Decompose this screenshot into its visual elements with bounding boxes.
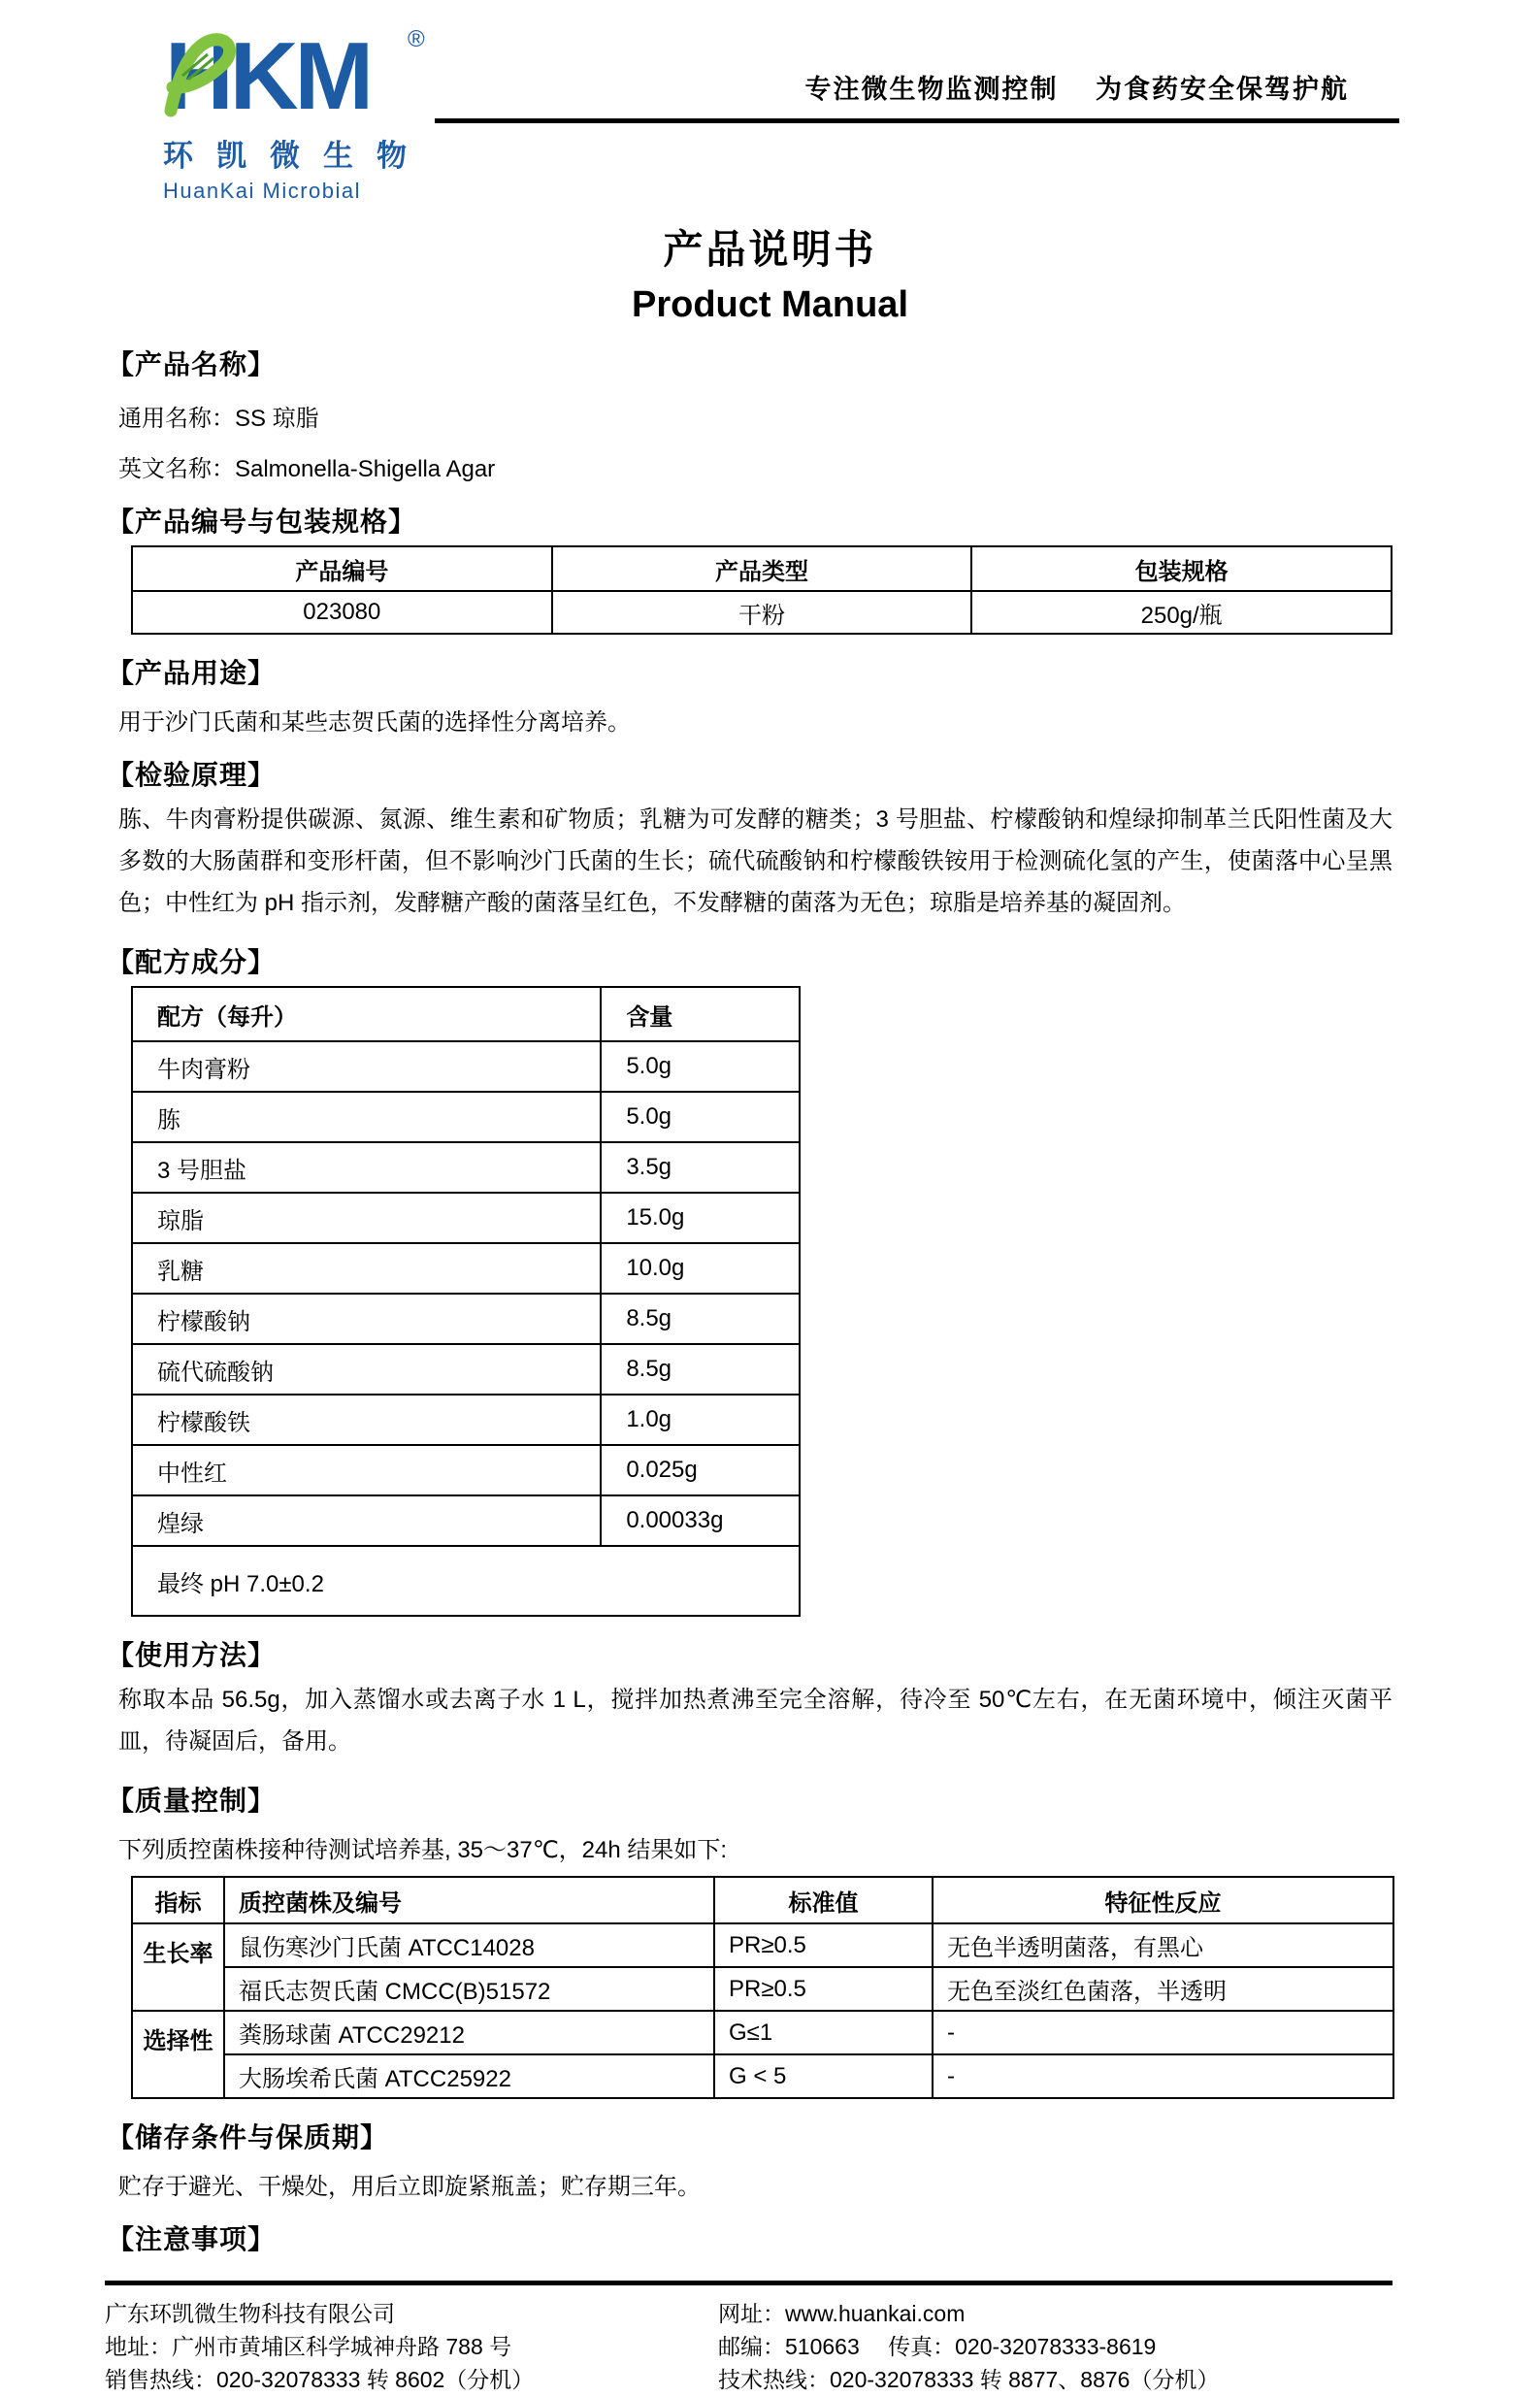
footer-sales-hotline: 销售热线：020-32078333 转 8602（分机）: [105, 2367, 535, 2392]
qc-strain: 粪肠球菌 ATCC29212: [224, 2011, 714, 2054]
footer-left-column: [105, 2298, 718, 2397]
ingredient-name: 牛肉膏粉: [132, 1041, 601, 1092]
product-type-cell: 干粉: [552, 591, 972, 634]
ingredient-amount: 8.5g: [601, 1294, 800, 1344]
formula-row: [132, 1445, 800, 1495]
ingredient-name: 柠檬酸钠: [132, 1294, 601, 1344]
formula-row: [132, 1092, 800, 1142]
qc-standard: PR≥0.5: [714, 1967, 933, 2011]
logo-name-en: HuanKai Microbial: [163, 179, 362, 203]
english-name-line: 英文名称：Salmonella-Shigella Agar: [118, 456, 496, 482]
ingredient-amount: 5.0g: [601, 1041, 800, 1092]
formula-row: [132, 1041, 800, 1092]
qc-indicator-growth: 生长率: [132, 1923, 224, 2011]
section-heading-notes: 【注意事项】: [107, 2224, 277, 2254]
formula-row: [132, 1193, 800, 1243]
footer-company: 广东环凯微生物科技有限公司: [105, 2301, 395, 2326]
formula-row: [132, 1344, 800, 1395]
ingredient-name: 乳糖: [132, 1243, 601, 1294]
qc-indicator-selectivity: 选择性: [132, 2011, 224, 2098]
qc-reaction: 无色至淡红色菌落，半透明: [933, 1967, 1393, 2011]
formula-row: [132, 1395, 800, 1445]
spec-header-row: [132, 546, 1392, 591]
formula-row: [132, 1495, 800, 1546]
qc-intro-text: 下列质控菌株接种待测试培养基, 35～37℃，24h 结果如下:: [118, 1837, 728, 1863]
qc-row: [132, 1923, 1393, 1967]
qc-row: [132, 2054, 1393, 2098]
company-tagline: 专注微生物监测控制 为食药安全保驾护航: [804, 75, 1349, 104]
page-header: [0, 25, 1540, 204]
page-title-en: Product Manual: [631, 284, 909, 325]
qc-header-row: [132, 1877, 1393, 1923]
document-body: [0, 344, 1540, 2257]
formula-col-header: 配方（每升）: [132, 987, 601, 1041]
ingredient-name: 琼脂: [132, 1193, 601, 1243]
ingredient-name: 柠檬酸铁: [132, 1395, 601, 1445]
qc-col-header: 特征性反应: [933, 1877, 1393, 1923]
qc-reaction: -: [933, 2054, 1393, 2098]
qc-reaction: 无色半透明菌落，有黑心: [933, 1923, 1393, 1967]
ingredient-amount: 15.0g: [601, 1193, 800, 1243]
ingredient-name: 3 号胆盐: [132, 1142, 601, 1193]
qc-strain: 福氏志贺氏菌 CMCC(B)51572: [224, 1967, 714, 2011]
package-spec-cell: 250g/瓶: [971, 591, 1392, 634]
logo-acronym: HKM: [165, 25, 371, 122]
product-code-cell: 023080: [132, 591, 552, 634]
section-heading-principle: 【检验原理】: [107, 760, 277, 790]
ingredient-amount: 0.025g: [601, 1445, 800, 1495]
qc-col-header: 质控菌株及编号: [224, 1877, 714, 1923]
registered-trademark-icon: ®: [408, 26, 425, 52]
footer-right-column: [718, 2298, 1393, 2397]
page-footer: [105, 2281, 1393, 2397]
qc-row: [132, 1967, 1393, 2011]
qc-col-header: 指标: [132, 1877, 224, 1923]
footer-postcode-fax: 邮编：510663 传真：020-32078333-8619: [718, 2334, 1157, 2359]
footer-website: 网址：www.huankai.com: [718, 2301, 966, 2326]
ingredient-name: 胨: [132, 1092, 601, 1142]
usage-purpose-text: 用于沙门氏菌和某些志贺氏菌的选择性分离培养。: [118, 709, 631, 736]
formula-row: [132, 1294, 800, 1344]
footer-tech-hotline: 技术热线：020-32078333 转 8877、8876（分机）: [718, 2367, 1220, 2392]
spec-table: [131, 545, 1393, 635]
qc-col-header: 标准值: [714, 1877, 933, 1923]
ingredient-name: 中性红: [132, 1445, 601, 1495]
page-title: 产品说明书: [663, 227, 877, 272]
section-heading-spec: 【产品编号与包装规格】: [107, 507, 417, 537]
company-logo: [163, 25, 435, 204]
ingredient-name: 煌绿: [132, 1495, 601, 1546]
ingredient-amount: 10.0g: [601, 1243, 800, 1294]
formula-col-header: 含量: [601, 987, 800, 1041]
spec-col-header: 产品编号: [132, 546, 552, 591]
section-heading-formula: 【配方成分】: [107, 947, 277, 977]
formula-table: [131, 986, 801, 1617]
qc-row: [132, 2011, 1393, 2054]
qc-strain: 鼠伤寒沙门氏菌 ATCC14028: [224, 1923, 714, 1967]
ingredient-name: 硫代硫酸钠: [132, 1344, 601, 1395]
common-name-line: 通用名称：SS 琼脂: [118, 406, 319, 432]
ingredient-amount: 0.00033g: [601, 1495, 800, 1546]
section-heading-usage-purpose: 【产品用途】: [107, 658, 277, 688]
usage-method-text: 称取本品 56.5g，加入蒸馏水或去离子水 1 L，搅拌加热煮沸至完全溶解，待冷至 50℃左右，在无菌环境中，倾注灭菌平皿，待凝固后，备用。: [118, 1687, 1393, 1755]
qc-reaction: -: [933, 2011, 1393, 2054]
qc-standard: G < 5: [714, 2054, 933, 2098]
header-divider: [435, 118, 1399, 123]
logo-name-cn: 环凯微生物: [163, 139, 430, 173]
section-heading-qc: 【质量控制】: [107, 1786, 277, 1816]
storage-text: 贮存于避光、干燥处，用后立即旋紧瓶盖；贮存期三年。: [118, 2174, 701, 2200]
qc-standard: G≤1: [714, 2011, 933, 2054]
hkm-logo-graphic: [163, 25, 435, 122]
final-ph-value: 最终 pH 7.0±0.2: [132, 1546, 800, 1616]
qc-table: [131, 1876, 1394, 2099]
section-heading-usage-method: 【使用方法】: [107, 1640, 277, 1670]
formula-row: [132, 1142, 800, 1193]
qc-strain: 大肠埃希氏菌 ATCC25922: [224, 2054, 714, 2098]
formula-header-row: [132, 987, 800, 1041]
principle-text: 胨、牛肉膏粉提供碳源、氮源、维生素和矿物质；乳糖为可发酵的糖类；3 号胆盐、柠檬酸钠和煌绿抑制革兰氏阳性菌及大多数的大肠菌群和变形杆菌，但不影响沙门氏菌的生长；硫代硫酸钠和柠檬酸铁铵用于检测硫化氢的产生，使菌落中心呈黑色；中性红为 pH 指示剂，发酵糖产酸的菌落呈红色，不发酵糖的菌落为无色；琼脂是培养基的凝固剂。: [118, 806, 1393, 916]
spec-col-header: 产品类型: [552, 546, 972, 591]
formula-row: [132, 1243, 800, 1294]
ingredient-amount: 3.5g: [601, 1142, 800, 1193]
section-heading-storage: 【储存条件与保质期】: [107, 2122, 389, 2152]
ingredient-amount: 5.0g: [601, 1092, 800, 1142]
header-right: [435, 25, 1399, 123]
spec-col-header: 包装规格: [971, 546, 1392, 591]
qc-standard: PR≥0.5: [714, 1923, 933, 1967]
formula-ph-row: [132, 1546, 800, 1616]
ingredient-amount: 1.0g: [601, 1395, 800, 1445]
spec-value-row: [132, 591, 1392, 634]
footer-address: 地址：广州市黄埔区科学城神舟路 788 号: [105, 2334, 512, 2359]
section-heading-product-name: 【产品名称】: [107, 349, 277, 379]
ingredient-amount: 8.5g: [601, 1344, 800, 1395]
